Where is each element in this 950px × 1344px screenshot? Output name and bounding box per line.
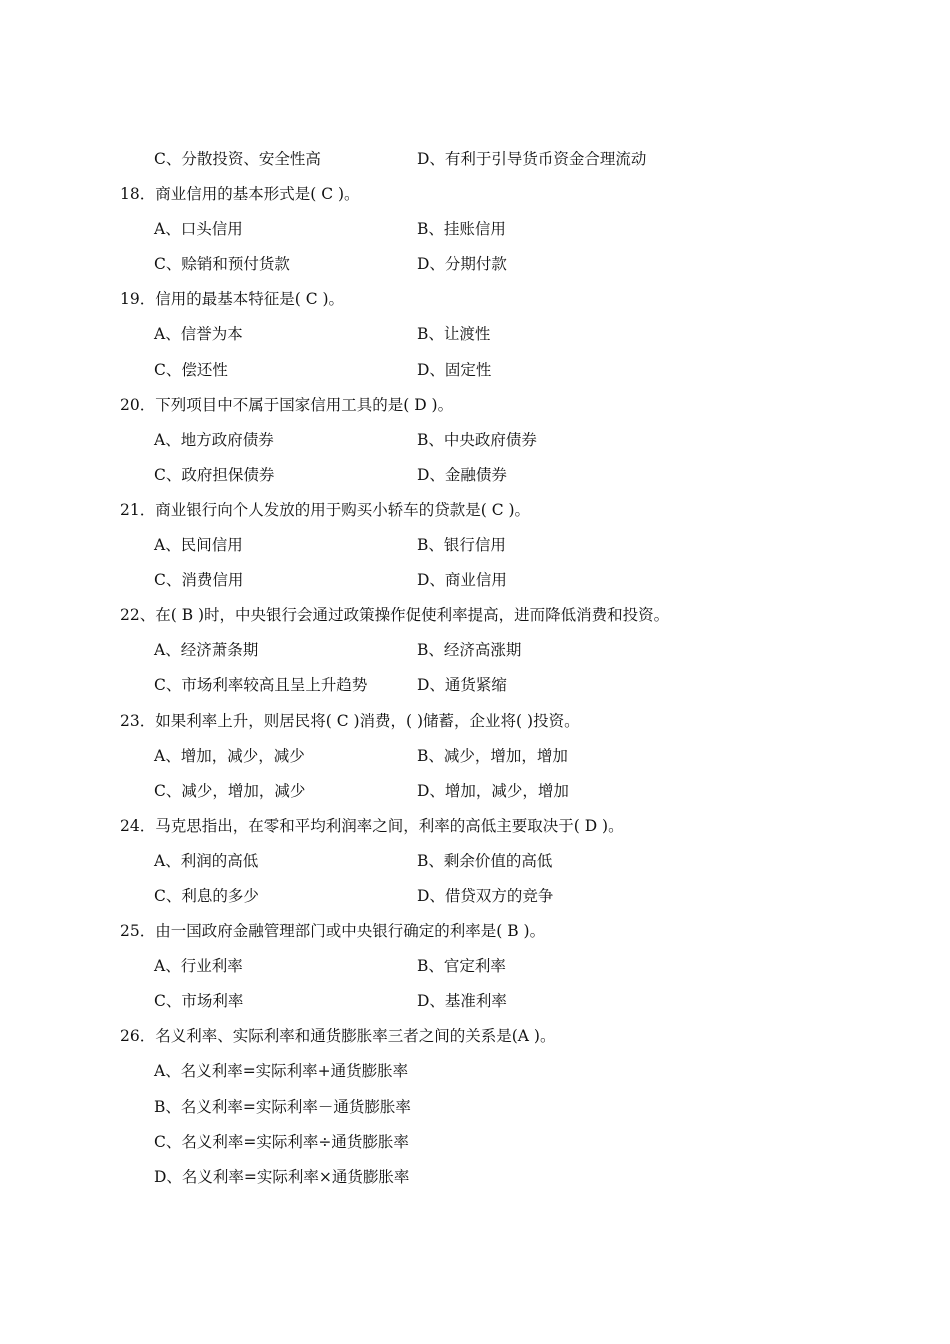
question-text: 26．名义利率、实际利率和通货膨胀率三者之间的关系是(A )。 bbox=[120, 1027, 556, 1046]
option-row bbox=[0, 949, 950, 984]
option-left: A、增加，减少，减少 bbox=[154, 746, 305, 765]
option-left: C、市场利率 bbox=[154, 992, 244, 1011]
option-row bbox=[0, 528, 950, 563]
option-left: C、市场利率较高且呈上升趋势 bbox=[154, 676, 368, 695]
option-row bbox=[0, 458, 950, 493]
option-row bbox=[0, 879, 950, 914]
option-right: B、银行信用 bbox=[417, 536, 506, 555]
question-text: 18．商业信用的基本形式是( C )。 bbox=[120, 185, 360, 204]
option-row bbox=[0, 844, 950, 879]
option-row bbox=[0, 423, 950, 458]
option-left: A、行业利率 bbox=[154, 957, 243, 976]
option-left: C、利息的多少 bbox=[154, 886, 259, 905]
option-row bbox=[0, 984, 950, 1019]
option-left: A、利润的高低 bbox=[154, 851, 259, 870]
option-left: A、口头信用 bbox=[154, 220, 243, 239]
option-right: D、增加，减少，增加 bbox=[417, 781, 569, 800]
option-left: C、分散投资、安全性高 bbox=[154, 150, 321, 168]
option-right: B、中央政府债券 bbox=[417, 430, 537, 449]
option-right: B、经济高涨期 bbox=[417, 641, 522, 660]
option-right: B、让渡性 bbox=[417, 325, 491, 344]
question-text: 23．如果利率上升，则居民将( C )消费，( )储蓄，企业将( )投资。 bbox=[120, 711, 580, 730]
option-text: D、名义利率=实际利率×通货膨胀率 bbox=[154, 1167, 410, 1186]
option-row bbox=[0, 739, 950, 774]
option-left: C、减少，增加，减少 bbox=[154, 781, 306, 800]
option-text: C、名义利率=实际利率÷通货膨胀率 bbox=[154, 1132, 409, 1151]
option-row bbox=[0, 668, 950, 703]
option-right: B、官定利率 bbox=[417, 957, 506, 976]
question-list bbox=[0, 142, 950, 1195]
option-right: D、分期付款 bbox=[417, 255, 507, 274]
option-row bbox=[0, 563, 950, 598]
option-left: C、政府担保债券 bbox=[154, 465, 275, 484]
option-right: B、剩余价值的高低 bbox=[417, 851, 553, 870]
option-right: B、减少，增加，增加 bbox=[417, 746, 568, 765]
option-right: D、借贷双方的竞争 bbox=[417, 886, 554, 905]
option-right: B、挂账信用 bbox=[417, 220, 506, 239]
option-row bbox=[0, 774, 950, 809]
option-right: D、固定性 bbox=[417, 360, 492, 379]
option-row bbox=[0, 142, 950, 177]
option-left: A、民间信用 bbox=[154, 536, 243, 555]
option-left: A、信誉为本 bbox=[154, 325, 243, 344]
question-text: 20．下列项目中不属于国家信用工具的是( D )。 bbox=[120, 395, 454, 414]
question-text: 21．商业银行向个人发放的用于购买小轿车的贷款是( C )。 bbox=[120, 500, 531, 519]
option-left: C、赊销和预付货款 bbox=[154, 255, 290, 274]
option-right: D、有利于引导货币资金合理流动 bbox=[417, 150, 647, 168]
question-text: 24．马克思指出，在零和平均利润率之间，利率的高低主要取决于( D )。 bbox=[120, 816, 624, 835]
question-text: 22、在( B )时，中央银行会通过政策操作促使利率提高，进而降低消费和投资。 bbox=[120, 606, 670, 625]
question-text: 25．由一国政府金融管理部门或中央银行确定的利率是( B )。 bbox=[120, 922, 546, 941]
option-text: B、名义利率=实际利率－通货膨胀率 bbox=[154, 1097, 411, 1116]
option-left: A、经济萧条期 bbox=[154, 641, 259, 660]
option-right: D、通货紧缩 bbox=[417, 676, 507, 695]
question-text: 19．信用的最基本特征是( C )。 bbox=[120, 290, 345, 309]
option-left: A、地方政府债券 bbox=[154, 430, 274, 449]
option-row bbox=[0, 212, 950, 247]
option-right: D、金融债券 bbox=[417, 465, 507, 484]
option-row bbox=[0, 353, 950, 388]
option-right: D、商业信用 bbox=[417, 571, 507, 590]
option-left: C、偿还性 bbox=[154, 360, 228, 379]
option-left: C、消费信用 bbox=[154, 571, 244, 590]
option-row bbox=[0, 317, 950, 352]
option-row bbox=[0, 247, 950, 282]
option-text: A、名义利率=实际利率+通货膨胀率 bbox=[154, 1062, 409, 1081]
option-row bbox=[0, 633, 950, 668]
option-right: D、基准利率 bbox=[417, 992, 507, 1011]
